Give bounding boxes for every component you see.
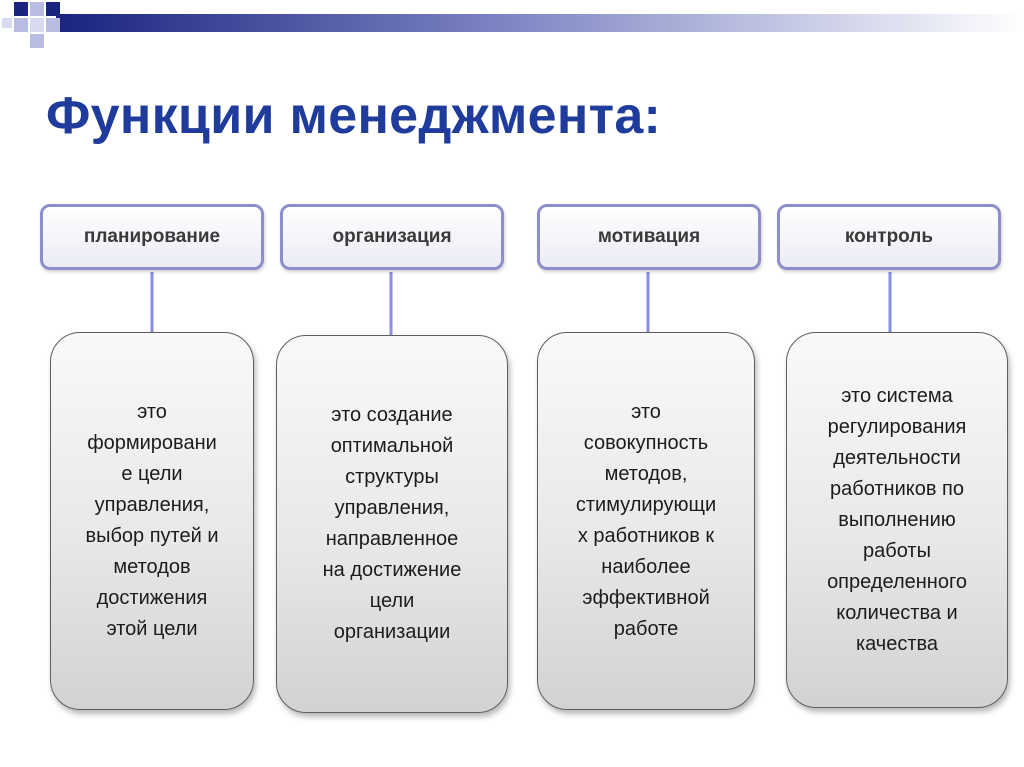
function-description-organization <box>276 335 508 713</box>
deco-square <box>2 18 12 28</box>
decorative-header-bar <box>0 0 1024 60</box>
function-description-text: это совокупность методов, стимулирующи х работников к наиболее эффективной работе <box>575 401 717 640</box>
function-description-motivation <box>537 332 755 710</box>
deco-square <box>46 2 60 16</box>
function-header-motivation <box>537 204 761 270</box>
function-header-planning <box>40 204 264 270</box>
deco-square <box>14 2 28 16</box>
function-description-planning <box>50 332 254 710</box>
function-header-label: планирование <box>83 226 221 247</box>
deco-square <box>30 34 44 48</box>
function-description-text: это система регулирования деятельности работников по выполнению работы определенного количества и качества <box>827 384 967 655</box>
function-header-control <box>777 204 1001 270</box>
function-header-label: контроль <box>844 226 934 247</box>
function-header-label: мотивация <box>597 226 701 247</box>
function-description-control <box>786 332 1008 708</box>
deco-square <box>30 18 44 32</box>
function-header-label: организация <box>332 226 452 247</box>
function-description-text: это формировани е цели управления, выбор путей и методов достижения этой цели <box>85 401 219 640</box>
deco-square <box>46 18 60 32</box>
deco-square <box>30 2 44 16</box>
gradient-stripe <box>56 14 1024 32</box>
function-description-text: это создание оптимальной структуры управления, направленное на достижение цели организации <box>322 404 462 643</box>
function-header-organization <box>280 204 504 270</box>
slide-title: Функции менеджмента: <box>46 87 662 145</box>
deco-square <box>14 18 28 32</box>
